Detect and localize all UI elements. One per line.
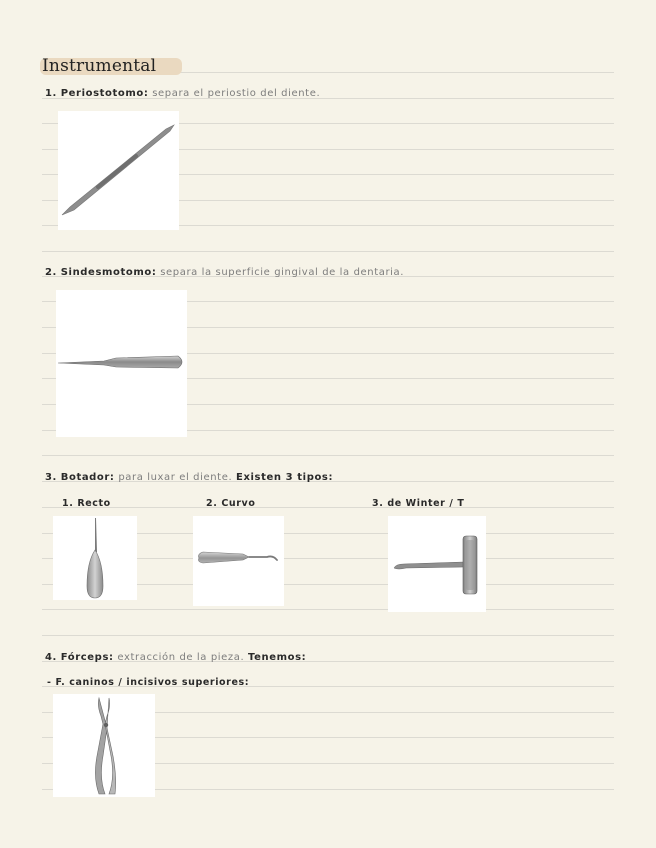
type-winter-label: 3. de Winter / T xyxy=(372,498,465,509)
section-4-term: Fórceps: xyxy=(60,652,114,663)
section-2-description: separa la superficie gingival de la dentaria. xyxy=(160,267,405,278)
page-title: Instrumental xyxy=(42,56,157,76)
forceps-image xyxy=(53,694,155,797)
section-3-number: 3. xyxy=(45,472,57,483)
section-3-term: Botador: xyxy=(60,472,115,483)
ruled-line xyxy=(42,507,614,508)
syndesmotome-image xyxy=(56,290,187,437)
section-4-description: extracción de la pieza. xyxy=(117,652,245,663)
straight-elevator-image xyxy=(53,516,137,600)
type-curvo-label: 2. Curvo xyxy=(206,498,256,509)
section-2-number: 2. xyxy=(45,267,57,278)
ruled-line xyxy=(42,635,614,636)
section-3-heading xyxy=(45,472,333,484)
ruled-line xyxy=(42,455,614,456)
ruled-line xyxy=(42,251,614,252)
curved-elevator-image xyxy=(193,516,284,606)
section-1-term: Periostotomo: xyxy=(60,88,149,99)
type-recto-label: 1. Recto xyxy=(62,498,111,509)
winter-elevator-image xyxy=(388,516,486,612)
section-3-extra: Existen 3 tipos: xyxy=(236,472,334,483)
section-3-description: para luxar el diente. xyxy=(118,472,233,483)
ruled-line xyxy=(42,609,614,610)
section-4-extra: Tenemos: xyxy=(248,652,307,663)
section-1-heading xyxy=(45,88,320,100)
forceps-subitem: - F. caninos / incisivos superiores: xyxy=(47,677,250,688)
periostotome-image xyxy=(58,111,179,230)
section-4-number: 4. xyxy=(45,652,57,663)
section-1-description: separa el periostio del diente. xyxy=(152,88,321,99)
section-2-heading xyxy=(45,267,404,279)
section-2-term: Sindesmotomo: xyxy=(60,267,157,278)
section-1-number: 1. xyxy=(45,88,57,99)
section-4-heading xyxy=(45,652,306,664)
